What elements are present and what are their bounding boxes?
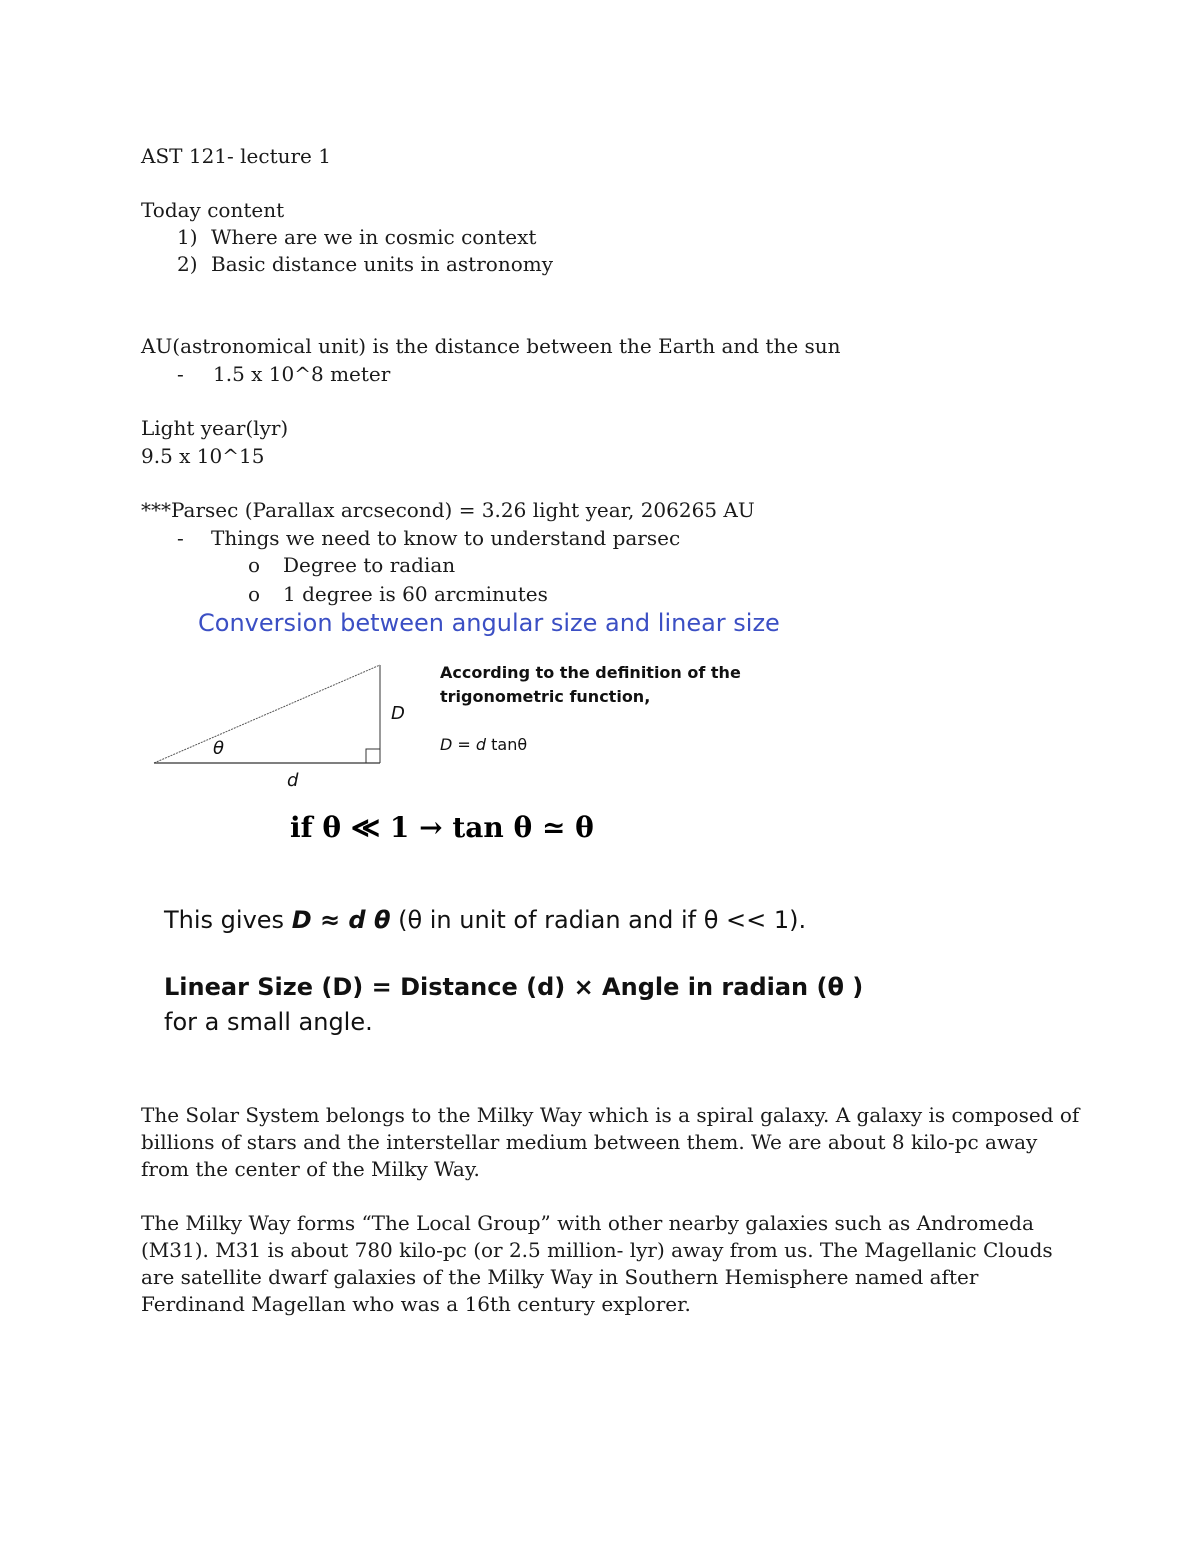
parsec-definition: ***Parsec (Parallax arcsecond) = 3.26 light year, 206265 AU [141,498,755,522]
formula-eq: = [452,735,476,754]
label-D: D [391,703,405,724]
parsec-item: Degree to radian [283,553,456,577]
lecture-title: AST 121- lecture 1 [141,144,331,168]
label-d: d [287,770,299,791]
gives-suffix: (θ in unit of radian and if θ << 1). [390,906,807,934]
right-angle-marker [366,749,380,763]
parsec-sub-bullet: o [248,553,261,577]
hypotenuse-line [154,665,380,763]
gives-prefix: This gives [164,906,292,934]
linear-size-line2: for a small angle. [164,1008,373,1036]
triangle-diagram [145,655,400,775]
parsec-item: 1 degree is 60 arcminutes [283,582,548,606]
figure-title: Conversion between angular size and linear size [198,609,780,637]
paragraph-milky-way: The Solar System belongs to the Milky Way which is a spiral galaxy. A galaxy is composed of billions of stars and the interstellar medium between them. We are about 8 kilo-pc away from the center of the Milky Way. [141,1103,1080,1181]
figure-formula [440,733,527,757]
light-year-label: Light year(lyr) [141,416,289,440]
figure-note-line2: trigonometric function, [440,687,651,706]
content-item-text: Where are we in cosmic context [211,225,537,249]
figure-note-line1: According to the definition of the [440,663,741,682]
formula-tan: tanθ [486,735,528,754]
content-item-text: Basic distance units in astronomy [211,252,554,276]
linear-size-line1: Linear Size (D) = Distance (d) × Angle in radian (θ ) [164,973,864,1001]
gives-formula: D ≈ d θ [291,906,391,934]
parsec-bullet: - [177,526,184,550]
content-heading: Today content [141,198,285,222]
formula-d: d [475,735,487,754]
au-definition: AU(astronomical unit) is the distance between the Earth and the sun [141,334,841,358]
parsec-subheading: Things we need to know to understand parsec [211,526,681,550]
formula-D: D [440,735,453,754]
paragraph-local-group: The Milky Way forms “The Local Group” with other nearby galaxies such as Andromeda (M31). M31 is about 780 kilo-pc (or 2.5 million- lyr) away from us. The Magellanic Clouds are satellite dwarf galaxies of the Milky Way in Southern Hemisphere named after Ferdinand Magellan who was a 16th century explorer. [141,1211,1053,1316]
content-item-number: 2) [177,252,198,276]
parsec-sub-bullet: o [248,582,261,606]
light-year-value: 9.5 x 10^15 [141,444,265,468]
label-theta: θ [213,738,225,759]
content-item-number: 1) [177,225,198,249]
gives-line [164,906,806,934]
au-bullet: - [177,362,184,386]
small-angle-approximation: if θ ≪ 1 → tan θ ≃ θ [290,811,594,844]
au-value: 1.5 x 10^8 meter [213,362,391,386]
